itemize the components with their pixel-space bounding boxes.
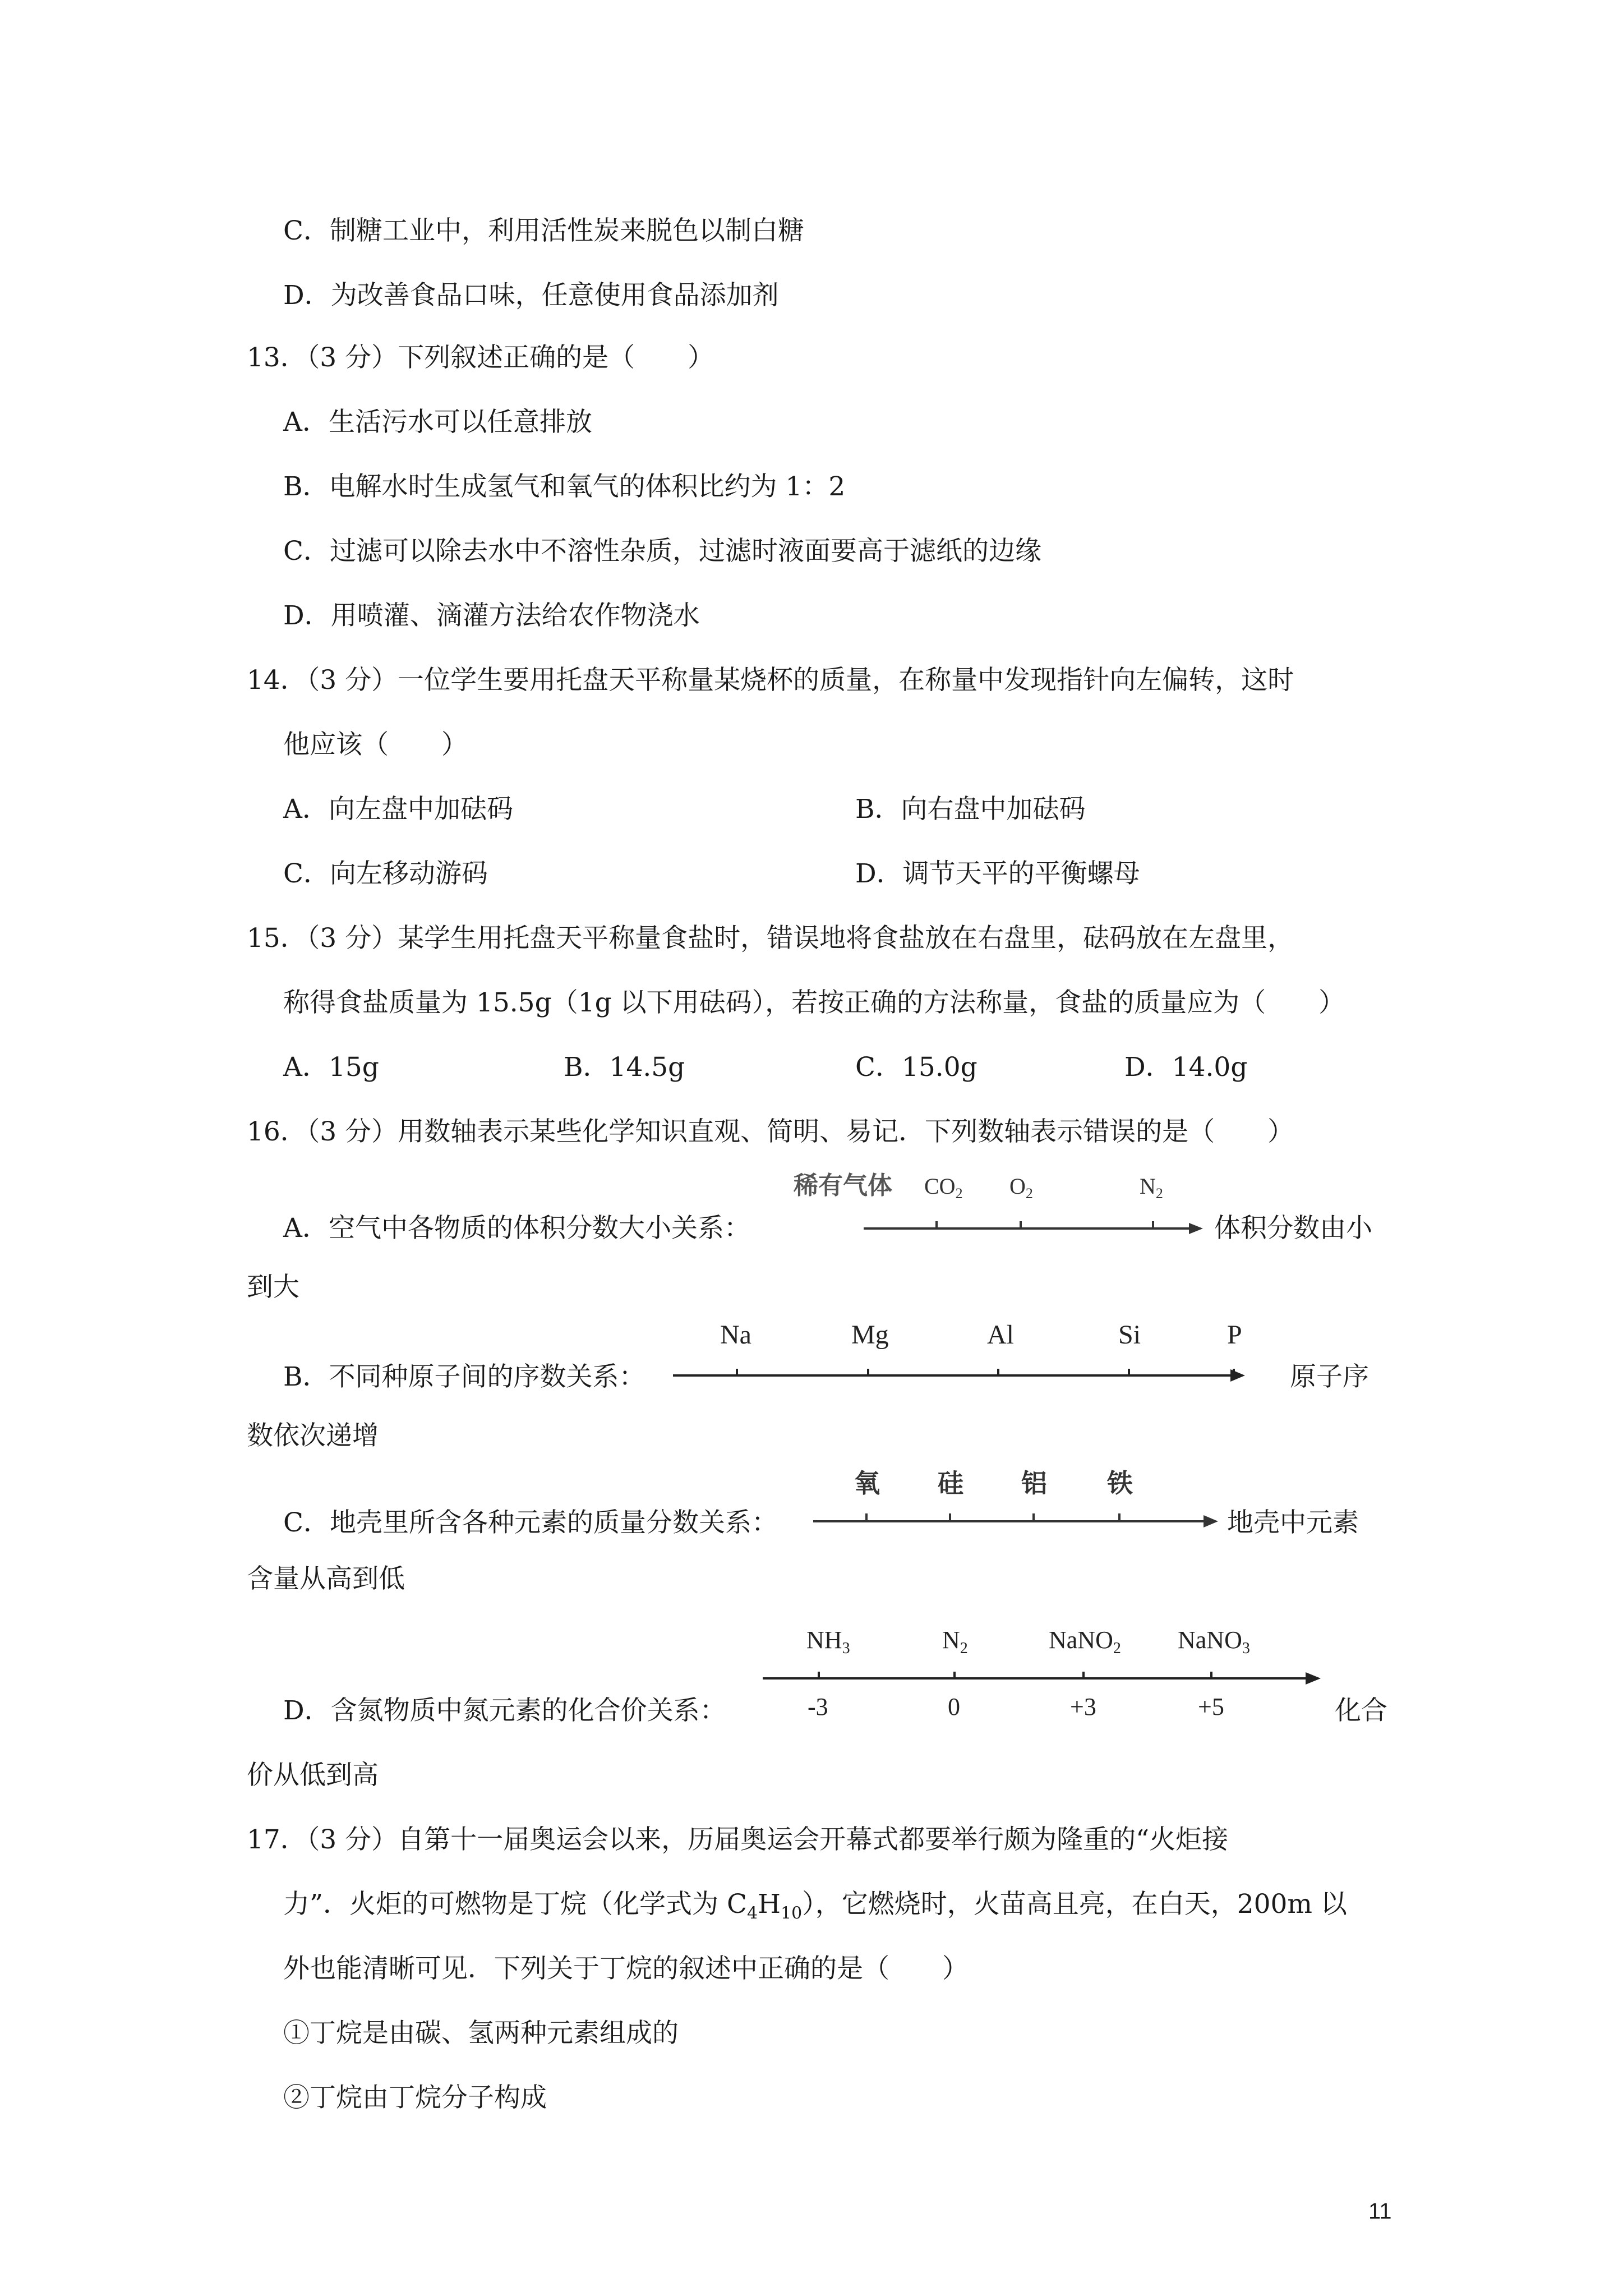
q17-text-h: H: [758, 1889, 781, 1920]
q14-option-d: D．调节天平的平衡螺母: [855, 858, 1140, 889]
axis-c-label-silicon: 硅: [938, 1469, 963, 1498]
number-line-c: [813, 1458, 1239, 1537]
question-17-cont2: 外也能清晰可见．下列关于丁烷的叙述中正确的是（ ）: [283, 1953, 969, 1984]
question-15-cont: 称得食盐质量为 15.5g（1g 以下用砝码），若按正确的方法称量，食盐的质量应为（ ）: [283, 987, 1345, 1018]
question-14: 14．（3 分）一位学生要用托盘天平称量某烧杯的质量，在称量中发现指针向左偏转，这时: [247, 665, 1294, 696]
axis-d-label-nano3: NaNO$_3$: [1178, 1626, 1250, 1657]
choice-c-line: C．制糖工业中，利用活性炭来脱色以制白糖: [283, 215, 804, 246]
q16-option-b: B．不同种原子间的序数关系：: [283, 1361, 645, 1392]
q17-text-post: ），它燃烧时，火苗高且亮，在白天，200m 以: [802, 1889, 1347, 1920]
axis-b-label-p: P: [1227, 1320, 1242, 1350]
axis-d-value-minus3: -3: [808, 1693, 828, 1720]
q17-statement-1: ①丁烷是由碳、氢两种元素组成的: [283, 2018, 679, 2049]
question-13: 13．（3 分）下列叙述正确的是（ ）: [247, 342, 714, 373]
q15-option-b: B．14.5g: [564, 1052, 685, 1083]
q16-d-tail: 化合: [1335, 1695, 1387, 1726]
q14-option-c: C．向左移动游码: [283, 858, 488, 889]
q16-option-a: A．空气中各物质的体积分数大小关系：: [283, 1213, 750, 1244]
q16-c-tail: 地壳中元素: [1227, 1507, 1359, 1538]
axis-a-label-o2: $O_2$: [1009, 1174, 1033, 1202]
axis-a-label-co2: $CO_2$: [924, 1174, 963, 1202]
question-17-cont: [283, 1888, 1347, 1930]
axis-d-label-nh3: $NH_3$: [806, 1626, 850, 1657]
q17-sub-4: 4: [746, 1903, 758, 1924]
q13-option-d: D．用喷灌、滴灌方法给农作物浇水: [283, 600, 700, 631]
question-14-cont: 他应该（ ）: [283, 729, 468, 760]
axis-c-label-aluminum: 铝: [1021, 1469, 1047, 1498]
question-15: 15．（3 分）某学生用托盘天平称量食盐时，错误地将食盐放在右盘里，砝码放在左盘里，: [247, 923, 1294, 954]
axis-d-label-n2: $N_2$: [942, 1626, 968, 1657]
axis-d-value-plus3: +3: [1070, 1693, 1096, 1720]
q15-option-c: C．15.0g: [855, 1052, 978, 1083]
axis-d-value-0: 0: [948, 1693, 960, 1720]
q14-option-b: B．向右盘中加砝码: [855, 794, 1086, 825]
q13-option-b: B．电解水时生成氢气和氧气的体积比约为 1：2: [283, 471, 846, 502]
q16-option-d: D．含氮物质中氮元素的化合价关系：: [283, 1695, 726, 1726]
axis-c-label-oxygen: 氧: [854, 1469, 880, 1498]
question-17: 17．（3 分）自第十一届奥运会以来，历届奥运会开幕式都要举行颇为隆重的“火炬接: [247, 1824, 1229, 1855]
q16-a-cont: 到大: [247, 1272, 299, 1303]
axis-b-label-al: Al: [987, 1320, 1014, 1350]
axis-a-label-n2: $N_2$: [1140, 1174, 1163, 1202]
q16-d-cont: 价从低到高: [247, 1760, 379, 1791]
axis-c-label-iron: 铁: [1107, 1469, 1133, 1498]
q17-statement-2: ②丁烷由丁烷分子构成: [283, 2082, 547, 2113]
q15-option-d: D．14.0g: [1124, 1052, 1248, 1083]
number-line-b: [673, 1313, 1290, 1391]
page-number: 11: [1368, 2199, 1392, 2224]
axis-d-value-plus5: +5: [1198, 1693, 1224, 1720]
q15-option-a: A．15g: [283, 1052, 379, 1083]
axis-b-label-na: Na: [720, 1320, 751, 1350]
number-line-a: [774, 1167, 1223, 1245]
q16-c-cont: 含量从高到低: [247, 1563, 405, 1594]
choice-d-line: D．为改善食品口味，任意使用食品添加剂: [283, 280, 779, 311]
number-line-d: [763, 1616, 1324, 1733]
axis-b-label-si: Si: [1118, 1320, 1141, 1350]
q13-option-a: A．生活污水可以任意排放: [283, 407, 592, 438]
q16-b-cont: 数依次递增: [247, 1420, 379, 1451]
axis-b-label-mg: Mg: [851, 1320, 889, 1350]
axis-d-label-nano2: NaNO$_2$: [1049, 1626, 1121, 1657]
axis-a-label-rare-gas: 稀有气体: [794, 1172, 892, 1199]
q16-option-c: C．地壳里所含各种元素的质量分数关系：: [283, 1507, 778, 1538]
q17-sub-10: 10: [781, 1903, 803, 1924]
q16-a-tail: 体积分数由小: [1214, 1213, 1372, 1244]
q16-b-tail: 原子序: [1290, 1361, 1369, 1392]
q17-text-pre: 力”．火炬的可燃物是丁烷（化学式为 C: [283, 1889, 747, 1920]
q13-option-c: C．过滤可以除去水中不溶性杂质，过滤时液面要高于滤纸的边缘: [283, 536, 1041, 567]
question-16: 16．（3 分）用数轴表示某些化学知识直观、简明、易记．下列数轴表示错误的是（ ）: [247, 1116, 1294, 1147]
q14-option-a: A．向左盘中加砝码: [283, 794, 513, 825]
